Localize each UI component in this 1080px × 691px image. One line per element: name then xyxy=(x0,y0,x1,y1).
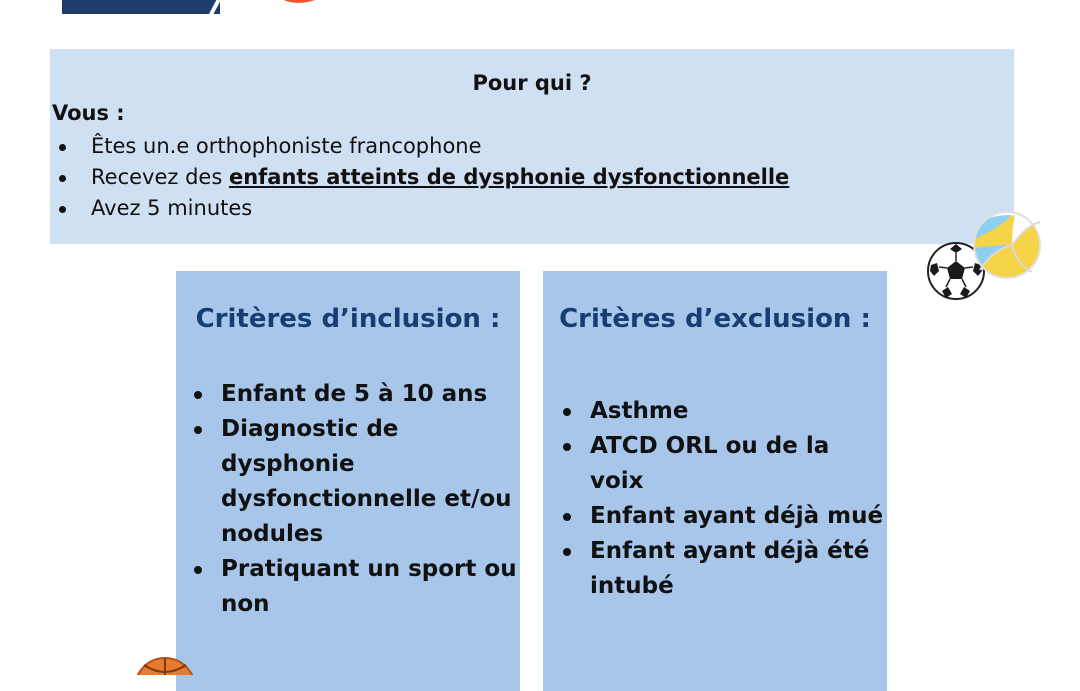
list-item xyxy=(188,377,520,412)
list-item xyxy=(50,162,789,193)
bullet-icon xyxy=(563,548,571,556)
list-item-text: Enfant ayant déjà mué xyxy=(590,503,884,529)
rugby-ball-icon xyxy=(276,0,336,12)
list-item xyxy=(188,412,520,552)
target-audience-box xyxy=(50,49,1014,244)
basketball-icon xyxy=(134,657,196,679)
list-item-emphasis: enfants atteints de dysphonie dysfonctionnelle xyxy=(228,165,790,189)
logo-banner xyxy=(62,0,220,14)
bullet-icon xyxy=(563,513,571,521)
volleyball-icon xyxy=(972,210,1042,284)
bullet-icon xyxy=(194,426,202,434)
list-item xyxy=(50,131,789,162)
list-item-text: ATCD ORL ou de la voix xyxy=(590,433,830,494)
exclusion-list xyxy=(557,394,889,604)
list-item-text: Êtes un.e orthophoniste francophone xyxy=(91,134,482,158)
inclusion-criteria-panel xyxy=(176,271,520,691)
list-item-text: Asthme xyxy=(590,398,689,424)
bullet-icon xyxy=(59,175,66,182)
vous-label: Vous : xyxy=(52,101,125,125)
list-item-text: Diagnostic de dysphonie dysfonctionnelle et/ou nodules xyxy=(221,416,512,547)
list-item xyxy=(50,193,789,224)
bullet-icon xyxy=(59,206,66,213)
bullet-icon xyxy=(194,566,202,574)
inclusion-list xyxy=(188,377,520,622)
list-item xyxy=(557,429,889,499)
list-item-text: Pratiquant un sport ou non xyxy=(221,556,517,617)
list-item xyxy=(188,552,520,622)
list-item xyxy=(557,394,889,429)
bullet-icon xyxy=(563,408,571,416)
exclusion-title: Critères d’exclusion : xyxy=(559,304,871,334)
list-item-text: Avez 5 minutes xyxy=(91,196,253,220)
info-title: Pour qui ? xyxy=(472,71,592,95)
bullet-icon xyxy=(194,391,202,399)
list-item-text: Enfant ayant déjà été intubé xyxy=(590,538,870,599)
bullet-icon xyxy=(59,144,66,151)
list-item-text: Enfant de 5 à 10 ans xyxy=(221,381,488,407)
audience-list xyxy=(50,131,789,224)
inclusion-title: Critères d’inclusion : xyxy=(195,304,501,334)
exclusion-criteria-panel xyxy=(543,271,887,691)
bullet-icon xyxy=(563,443,571,451)
list-item xyxy=(557,534,889,604)
list-item-prefix: Recevez des xyxy=(91,165,229,189)
list-item xyxy=(557,499,889,534)
